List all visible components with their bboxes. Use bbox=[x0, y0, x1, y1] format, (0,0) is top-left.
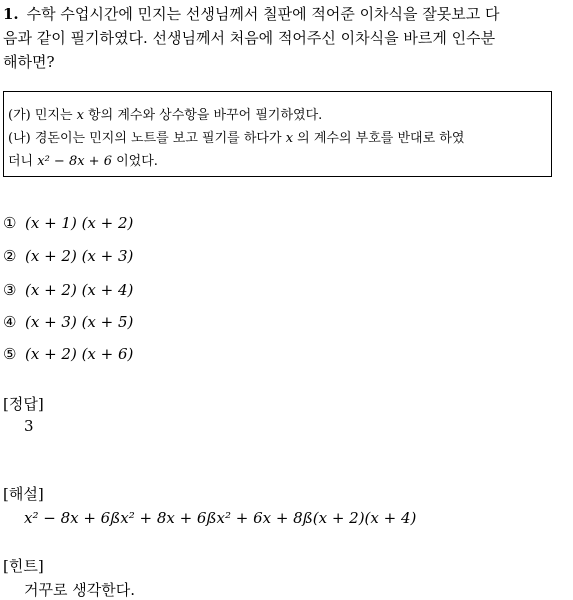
choice-5-expression: (x + 2) (x + 6) bbox=[25, 345, 134, 363]
condition-na-cont-text-end: 이었다. bbox=[111, 154, 158, 169]
question-line-2: 음과 같이 필기하였다. 선생님께서 처음에 적어주신 이차식을 바르게 인수분 bbox=[3, 29, 496, 47]
condition-na-variable: x bbox=[285, 131, 294, 146]
solution-expression: x² − 8x + 6ßx² + 8x + 6ßx² + 6x + 8ß(x + 2)(x + 4) bbox=[24, 509, 417, 527]
choice-3-marker: ③ bbox=[3, 281, 17, 299]
condition-ga-text-end: 항의 계수와 상수항을 바꾸어 필기하였다. bbox=[83, 108, 323, 123]
solution-label: [해설] bbox=[3, 485, 44, 503]
condition-na-text: (나) 경돈이는 민지의 노트를 보고 필기를 하다가 bbox=[8, 131, 286, 146]
choice-1-marker: ① bbox=[3, 214, 17, 232]
question-line-1 bbox=[3, 3, 500, 24]
hint-text: 거꾸로 생각한다. bbox=[24, 581, 135, 599]
condition-na bbox=[8, 127, 464, 146]
condition-ga-text: (가) 민지는 bbox=[8, 108, 77, 123]
choice-3-expression: (x + 2) (x + 4) bbox=[25, 281, 134, 299]
condition-na-expression: x² − 8x + 6 bbox=[37, 154, 112, 169]
question-line-3: 해하면? bbox=[3, 53, 55, 71]
question-text-1: 수학 수업시간에 민지는 선생님께서 칠판에 적어준 이차식을 잘못보고 다 bbox=[26, 5, 500, 23]
hint-label: [힌트] bbox=[3, 557, 44, 575]
condition-na-text-end: 의 계수의 부호를 반대로 하였 bbox=[293, 131, 465, 146]
choice-2-expression: (x + 2) (x + 3) bbox=[25, 247, 134, 265]
choice-1[interactable] bbox=[3, 214, 133, 232]
choice-5-marker: ⑤ bbox=[3, 345, 17, 363]
choice-4-expression: (x + 3) (x + 5) bbox=[25, 313, 134, 331]
choice-3[interactable] bbox=[3, 281, 133, 299]
choice-5[interactable] bbox=[3, 345, 133, 363]
choice-2-marker: ② bbox=[3, 247, 17, 265]
answer-label: [정답] bbox=[3, 395, 44, 413]
answer-value: 3 bbox=[24, 417, 34, 435]
condition-ga bbox=[8, 104, 322, 123]
choice-4[interactable] bbox=[3, 313, 133, 331]
condition-na-continued bbox=[8, 150, 158, 169]
choice-2[interactable] bbox=[3, 247, 133, 265]
condition-box bbox=[3, 91, 552, 177]
question-number: 1. bbox=[3, 5, 19, 23]
choice-1-expression: (x + 1) (x + 2) bbox=[25, 214, 134, 232]
condition-na-cont-text: 더니 bbox=[8, 154, 38, 169]
condition-ga-variable: x bbox=[76, 108, 84, 123]
choice-4-marker: ④ bbox=[3, 313, 17, 331]
